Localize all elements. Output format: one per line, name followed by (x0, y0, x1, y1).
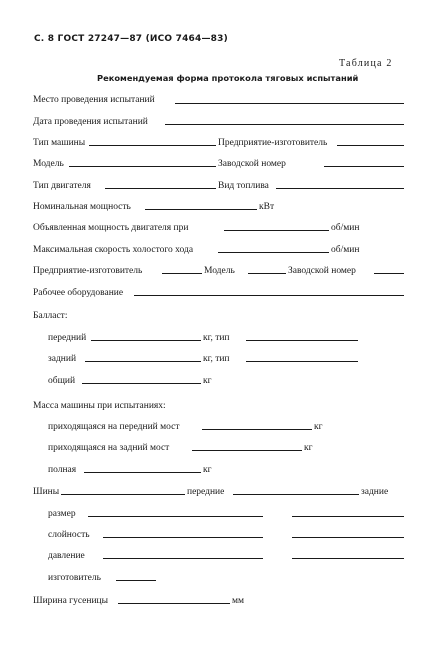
ballast-total-unit: кг (203, 376, 212, 386)
mass-front-label: приходящаяся на передний мост (48, 422, 180, 432)
tire-pressure-rear-line[interactable] (292, 558, 404, 559)
table-label: Таблица 2 (339, 58, 393, 69)
mass-front-unit: кг (314, 422, 323, 432)
serial-line[interactable] (324, 166, 404, 167)
mass-rear-unit: кг (304, 443, 313, 453)
ballast-front-type-line[interactable] (246, 340, 358, 341)
manufacturer-line[interactable] (337, 145, 404, 146)
tires-front-label: передние (187, 487, 225, 497)
rated-power-label: Номинальная мощность (33, 202, 131, 212)
manufacturer-label: Предприятие-изготовитель (218, 138, 328, 148)
machine-type-label: Тип машины (33, 138, 86, 148)
track-width-line[interactable] (118, 603, 230, 604)
mass-front-line[interactable] (202, 429, 312, 430)
equip-manufacturer-label: Предприятие-изготовитель (33, 266, 143, 276)
rated-power-line[interactable] (145, 209, 257, 210)
declared-speed-label: Объявленная мощность двигателя при (33, 223, 189, 233)
ballast-front-label: передний (48, 333, 87, 343)
ballast-rear-unit: кг, тип (203, 354, 230, 364)
model-line[interactable] (69, 166, 216, 167)
tire-size-front-line[interactable] (88, 516, 263, 517)
max-idle-label: Максимальная скорость холостого хода (33, 245, 194, 255)
tires-heading-line[interactable] (61, 494, 185, 495)
mass-rear-label: приходящаяся на задний мост (48, 443, 170, 453)
mass-rear-line[interactable] (192, 450, 302, 451)
declared-speed-line[interactable] (224, 230, 329, 231)
tire-maker-line[interactable] (116, 580, 156, 581)
mass-full-line[interactable] (84, 472, 201, 473)
equip-serial-label: Заводской номер (288, 266, 356, 276)
equip-serial-line[interactable] (374, 273, 404, 274)
machine-type-line[interactable] (89, 145, 216, 146)
tires-front-heading-line[interactable] (233, 494, 359, 495)
date-line[interactable] (165, 124, 404, 125)
place-label: Место проведения испытаний (33, 95, 155, 105)
ballast-total-line[interactable] (82, 383, 201, 384)
fuel-type-line[interactable] (276, 188, 404, 189)
work-equipment-label: Рабочее оборудование (33, 288, 124, 298)
engine-type-line[interactable] (105, 188, 216, 189)
tire-pressure-front-line[interactable] (103, 558, 263, 559)
tires-heading: Шины (33, 487, 60, 497)
tire-ply-rear-line[interactable] (292, 537, 404, 538)
form-title: Рекомендуемая форма протокола тяговых испытаний (97, 73, 359, 83)
max-idle-line[interactable] (218, 252, 329, 253)
track-width-label: Ширина гусеницы (33, 596, 109, 606)
place-line[interactable] (175, 103, 404, 104)
ballast-heading: Балласт: (33, 311, 68, 321)
declared-speed-unit: об/мин (331, 223, 360, 233)
tires-rear-label: задние (361, 487, 389, 497)
ballast-rear-label: задний (48, 354, 77, 364)
rated-power-unit: кВт (259, 202, 275, 212)
equip-manufacturer-line[interactable] (162, 273, 202, 274)
equip-model-label: Модель (204, 266, 235, 276)
track-width-unit: мм (232, 596, 245, 606)
mass-full-label: полная (48, 465, 77, 475)
equip-model-line[interactable] (248, 273, 286, 274)
ballast-front-line[interactable] (91, 340, 201, 341)
tire-pressure-label: давление (48, 551, 85, 561)
ballast-total-label: общий (48, 376, 76, 386)
tire-size-label: размер (48, 509, 76, 519)
max-idle-unit: об/мин (331, 245, 360, 255)
date-label: Дата проведения испытаний (33, 117, 148, 127)
ballast-rear-line[interactable] (85, 361, 201, 362)
tire-ply-front-line[interactable] (103, 537, 263, 538)
fuel-type-label: Вид топлива (218, 181, 269, 191)
page-header: С. 8 ГОСТ 27247—87 (ИСО 7464—83) (34, 34, 228, 44)
tire-ply-label: слойность (48, 530, 90, 540)
ballast-rear-type-line[interactable] (246, 361, 358, 362)
engine-type-label: Тип двигателя (33, 181, 91, 191)
mass-full-unit: кг (203, 465, 212, 475)
mass-heading: Масса машины при испытаниях: (33, 401, 166, 411)
tire-size-rear-line[interactable] (292, 516, 404, 517)
work-equipment-line[interactable] (134, 295, 404, 296)
serial-label: Заводской номер (218, 159, 286, 169)
ballast-front-unit: кг, тип (203, 333, 230, 343)
model-label: Модель (33, 159, 64, 169)
tire-maker-label: изготовитель (48, 573, 101, 583)
